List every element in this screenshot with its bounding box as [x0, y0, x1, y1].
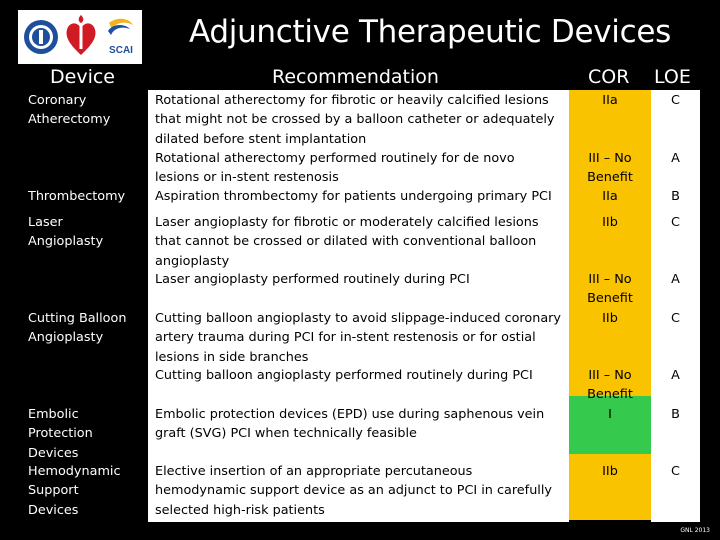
header-loe: LOE — [654, 66, 691, 88]
device-cell: Hemodynamic Support Devices — [28, 462, 138, 522]
aha-heart-torch-logo — [62, 13, 100, 61]
device-cell: Laser Angioplasty — [28, 213, 138, 253]
recommendation-text: Rotational atherectomy for fibrotic or heavily calcified lesions that might not be crossed by a balloon catheter or adequately dilated before stent implantation — [155, 93, 555, 147]
cor-label: IIa — [602, 93, 618, 108]
recommendation-text: Aspiration thrombectomy for patients undergoing primary PCI — [155, 189, 552, 204]
loe-label: A — [671, 368, 680, 383]
cor-label: IIa — [602, 189, 618, 204]
page-title: Adjunctive Therapeutic Devices — [189, 14, 671, 50]
footer-credit: GNL 2013 — [680, 527, 710, 534]
recommendation-text: Cutting balloon angioplasty to avoid slippage-induced coronary artery trauma during PCI for in-stent restenosis or for ostial lesions in side branches — [155, 311, 562, 365]
cor-label: I — [608, 407, 612, 422]
society-logos — [18, 10, 142, 64]
cor-label: IIb — [602, 215, 618, 230]
header-recommendation: Recommendation — [272, 66, 439, 88]
recommendation-text: Laser angioplasty for fibrotic or moderately calcified lesions that cannot be crossed or dilated with conventional balloon angioplasty — [155, 215, 539, 269]
cor-label: III – No Benefit — [587, 272, 633, 307]
cor-label: IIb — [602, 311, 618, 326]
device-cell: Thrombectomy — [28, 187, 138, 207]
recommendation-text: Cutting balloon angioplasty performed routinely during PCI — [155, 368, 533, 383]
recommendation-text: Elective insertion of an appropriate percutaneous hemodynamic support device as an adjunct to PCI in carefully selected high-risk patients — [155, 464, 552, 518]
cor-label: III – No Benefit — [587, 151, 633, 186]
loe-label: A — [671, 272, 680, 287]
device-cell: Embolic Protection Devices — [28, 405, 138, 465]
header-device: Device — [50, 66, 115, 88]
recommendation-text: Laser angioplasty performed routinely during PCI — [155, 272, 470, 287]
device-cell: Cutting Balloon Angioplasty — [28, 309, 138, 349]
loe-label: C — [671, 311, 680, 326]
cor-band-yellow — [569, 90, 651, 396]
recommendation-text: Embolic protection devices (EPD) use during saphenous vein graft (SVG) PCI when technically feasible — [155, 407, 545, 442]
acc-seal-logo — [22, 13, 60, 61]
header-cor: COR — [588, 66, 630, 88]
loe-label: B — [671, 407, 680, 422]
cor-label: IIb — [602, 464, 618, 479]
loe-label: C — [671, 464, 680, 479]
device-cell: Coronary Atherectomy — [28, 91, 138, 131]
loe-label: C — [671, 93, 680, 108]
scai-logo — [102, 13, 140, 61]
loe-label: B — [671, 189, 680, 204]
loe-label: A — [671, 151, 680, 166]
loe-label: C — [671, 215, 680, 230]
recommendation-text: Rotational atherectomy performed routinely for de novo lesions or in-stent restenosis — [155, 151, 515, 186]
svg-text:SCAI: SCAI — [109, 45, 133, 56]
cor-label: III – No Benefit — [587, 368, 633, 403]
